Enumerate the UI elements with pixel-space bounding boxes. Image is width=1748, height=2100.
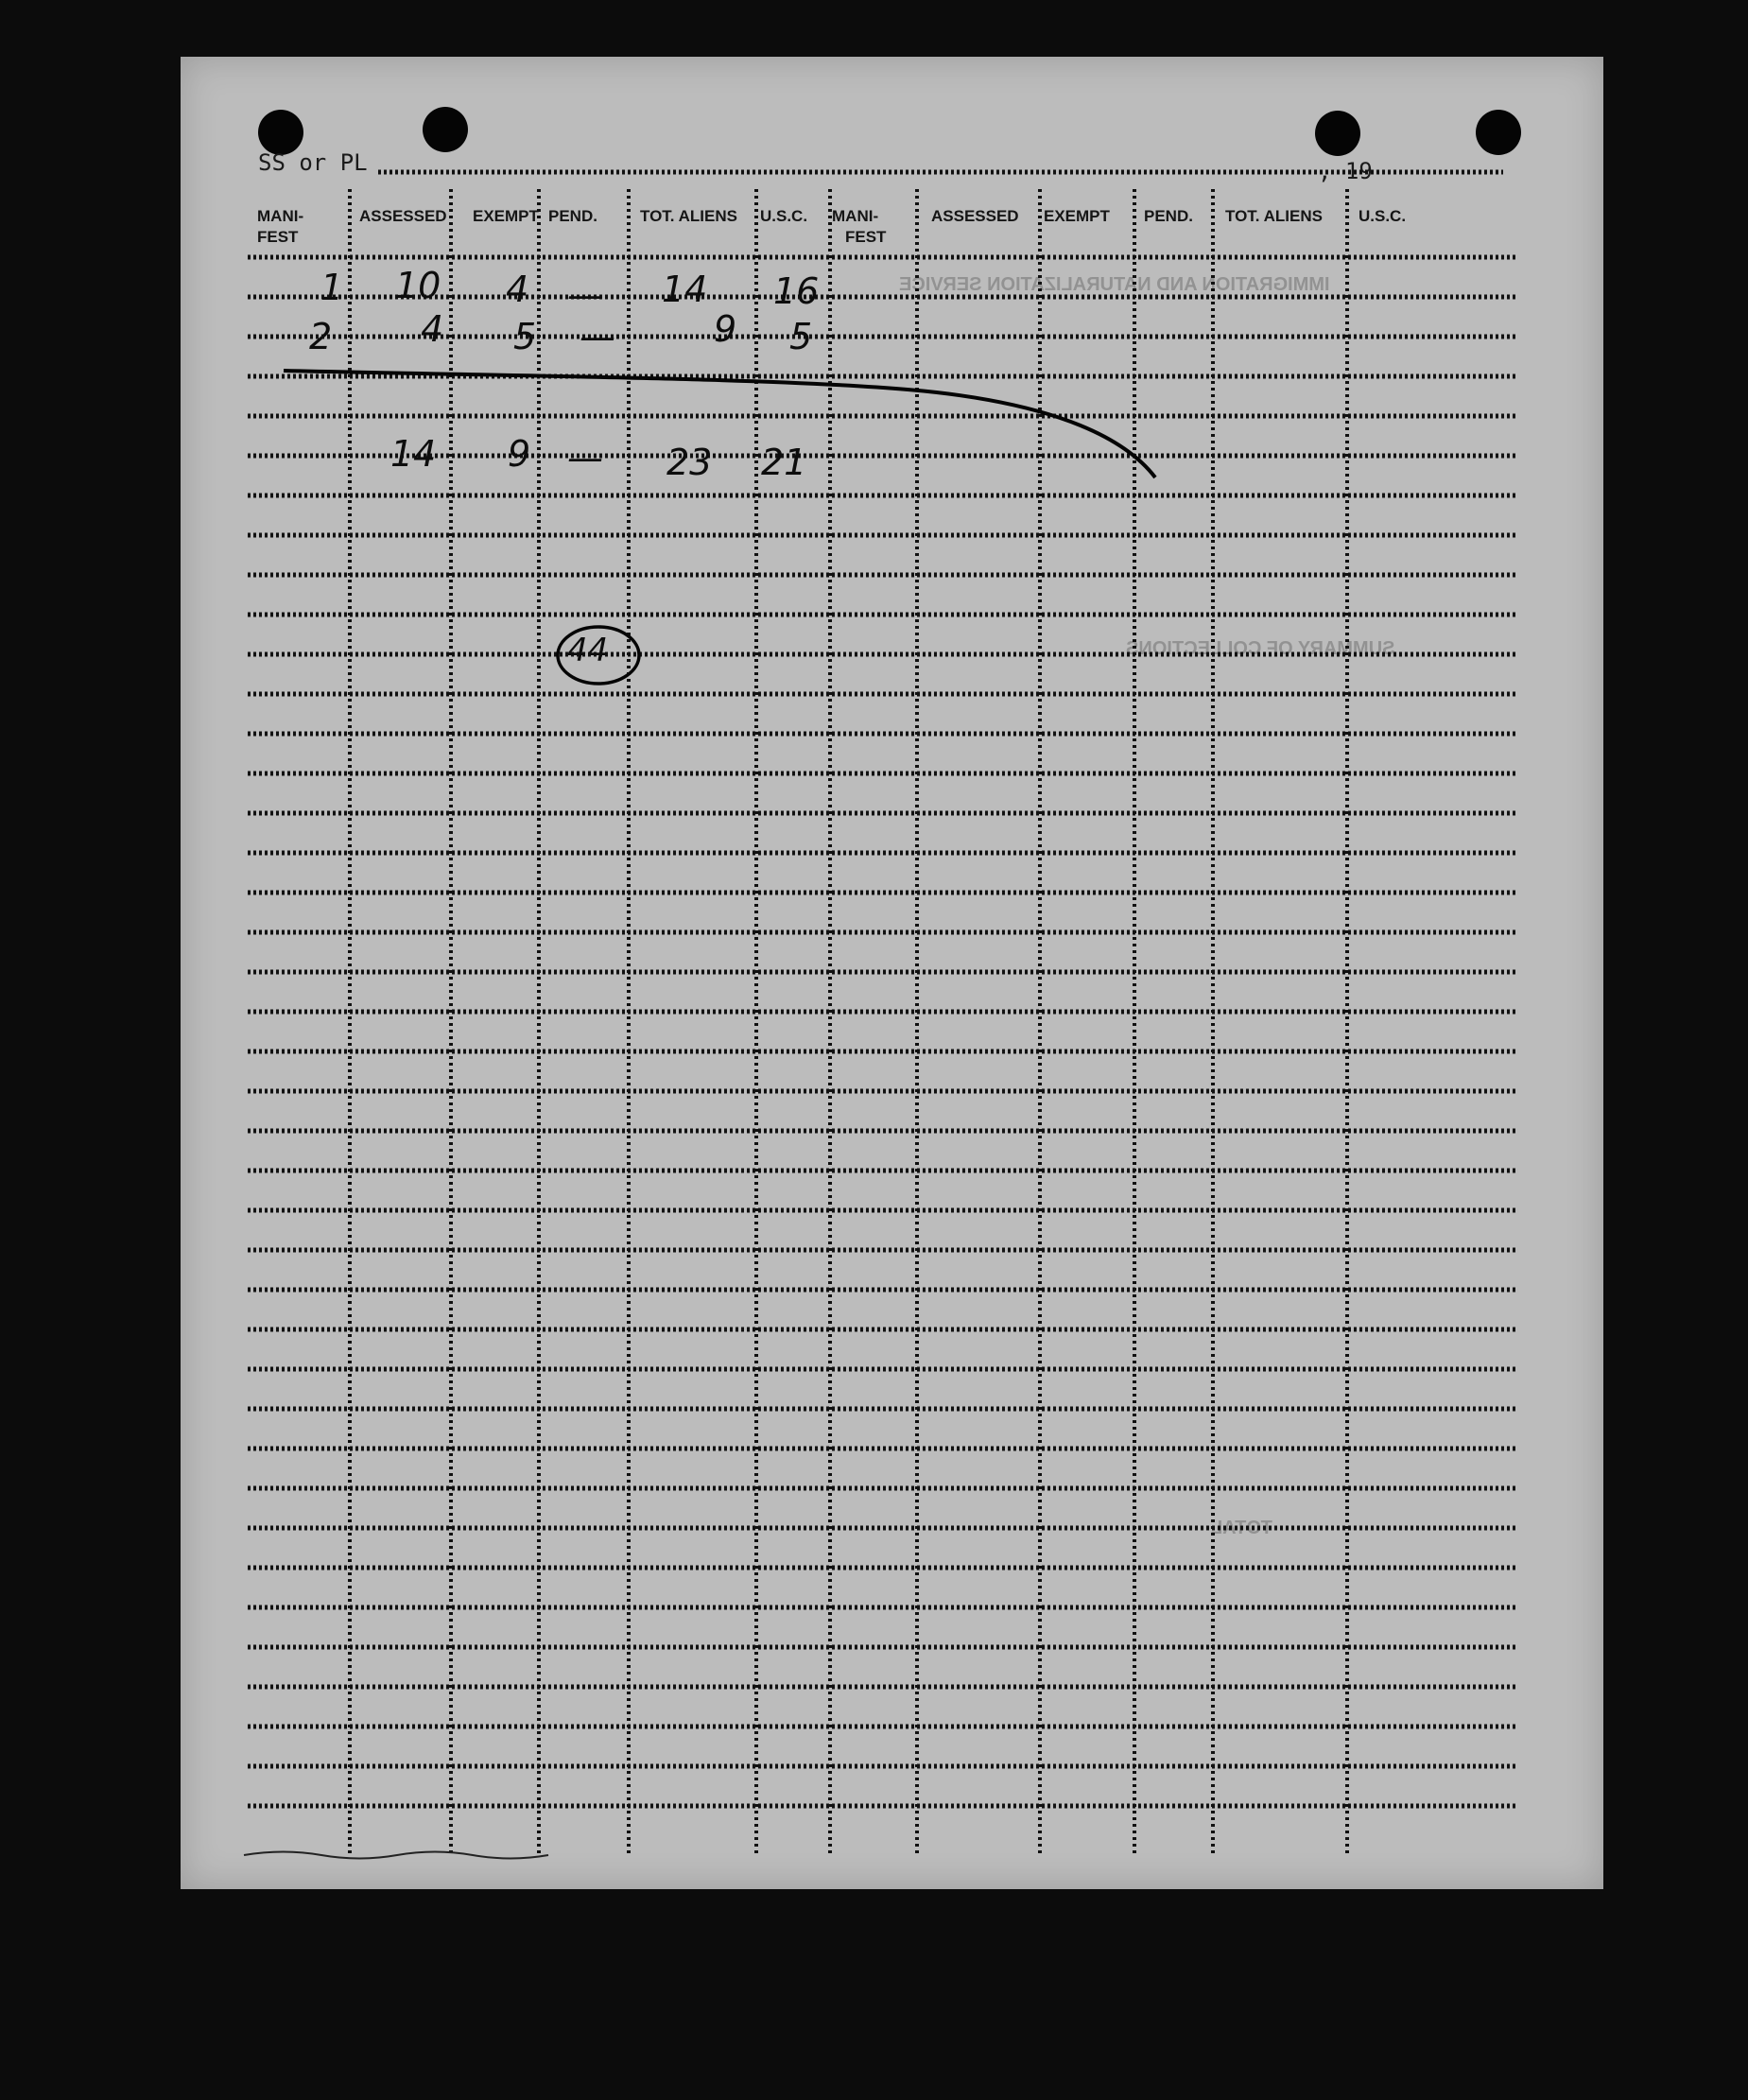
- row1-manifest: 1: [320, 267, 344, 308]
- ship-label: SS or PL: [258, 149, 368, 176]
- col-header-manifest-right-line2: FEST: [845, 228, 887, 246]
- total-tot-aliens: 23: [666, 442, 713, 483]
- row1-assessed: 10: [395, 265, 441, 306]
- col-header-assessed-right: ASSESSED: [931, 207, 1019, 225]
- col-header-pend: PEND.: [548, 207, 597, 225]
- row2-usc: 5: [789, 316, 813, 357]
- col-header-pend-right: PEND.: [1144, 207, 1193, 225]
- row2-manifest: 2: [309, 316, 333, 357]
- col-header-exempt: EXEMPT: [473, 207, 539, 225]
- col-header-exempt-right: EXEMPT: [1044, 207, 1110, 225]
- col-header-manifest-right-line1: MANI-: [832, 207, 879, 225]
- col-header-assessed: ASSESSED: [359, 207, 447, 225]
- row2-tot-aliens: 9: [714, 308, 737, 350]
- bottom-wavy-rule: [244, 1852, 548, 1859]
- row1-usc: 16: [773, 270, 820, 312]
- total-pend: —: [567, 437, 603, 478]
- bleed-through-subtitle: SUMMARY OF COLLECTIONS: [1126, 638, 1395, 659]
- col-header-tot-aliens-right: TOT. ALIENS: [1225, 207, 1323, 225]
- circled-grand-total: 44: [567, 632, 609, 669]
- col-header-tot-aliens: TOT. ALIENS: [640, 207, 737, 225]
- col-header-usc-right: U.S.C.: [1359, 207, 1407, 225]
- col-header-manifest-line2: FEST: [257, 228, 299, 246]
- row1-exempt: 4: [506, 269, 529, 310]
- row2-pend: —: [580, 316, 615, 357]
- row1-tot-aliens: 14: [662, 269, 708, 310]
- row2-assessed: 4: [421, 308, 444, 350]
- total-assessed: 14: [390, 433, 437, 475]
- bleed-through-title: IMMIGRATION AND NATURALIZATION SERVICE: [899, 274, 1330, 295]
- col-header-usc: U.S.C.: [760, 207, 808, 225]
- bleed-through-total: TOTAL: [1211, 1518, 1272, 1538]
- year-label: , 19: [1318, 158, 1373, 184]
- col-header-manifest-line1: MANI-: [257, 207, 304, 225]
- row1-pend: —: [567, 274, 603, 316]
- total-exempt: 9: [508, 433, 531, 475]
- row2-exempt: 5: [513, 316, 537, 357]
- total-usc: 21: [761, 442, 807, 483]
